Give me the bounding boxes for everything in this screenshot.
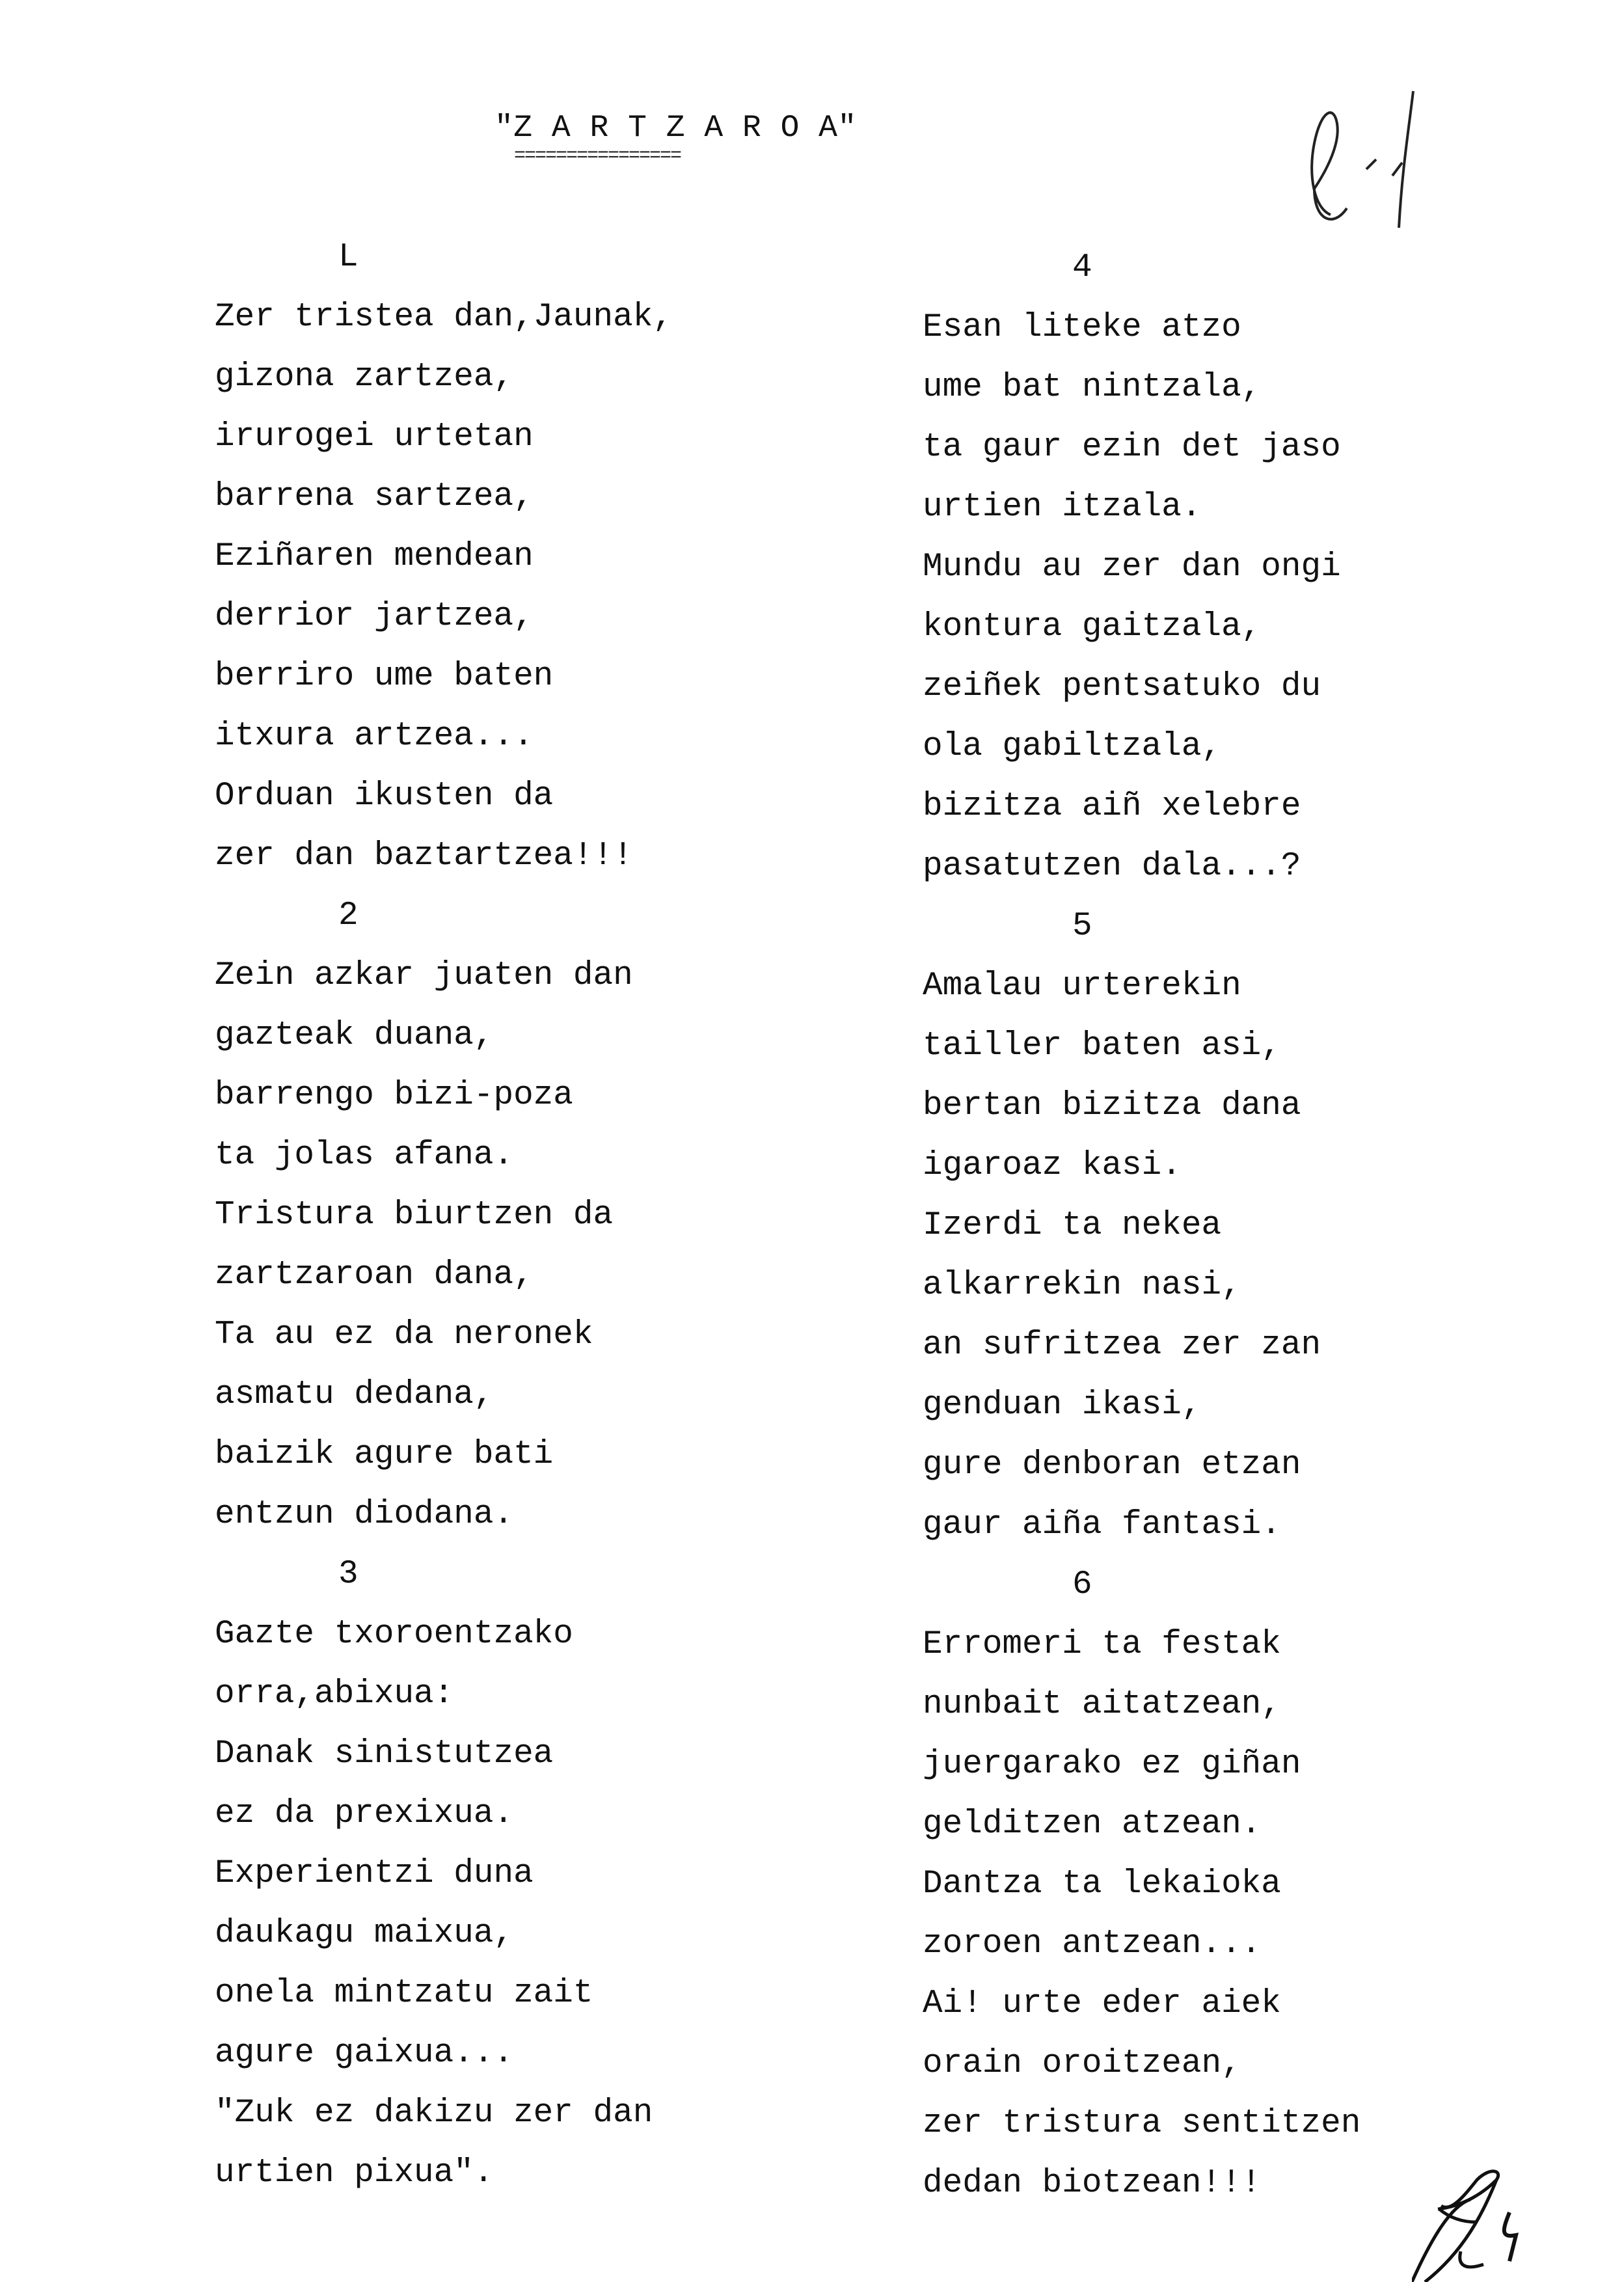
verse-line: juergarako ez giñan — [923, 1746, 1301, 1783]
verse-line: zoroen antzean... — [923, 1925, 1262, 1963]
verse-line: Izerdi ta nekea — [923, 1207, 1222, 1244]
stanza-number: 4 — [1072, 249, 1092, 286]
verse-line: gazteak duana, — [215, 1017, 494, 1054]
verse-line: Dantza ta lekaioka — [923, 1866, 1281, 1903]
verse-line: ta gaur ezin det jaso — [923, 429, 1341, 466]
poem-title: "Z A R T Z A R O A" — [494, 111, 857, 146]
verse-line: barrengo bizi-poza — [215, 1077, 573, 1114]
verse-line: Ta au ez da neronek — [215, 1316, 593, 1353]
verse-line: zartzaroan dana, — [215, 1256, 534, 1294]
verse-line: Mundu au zer dan ongi — [923, 549, 1341, 586]
verse-line: gizona zartzea, — [215, 359, 514, 396]
verse-line: gaur aiña fantasi. — [923, 1506, 1281, 1543]
verse-line: entzun diodana. — [215, 1496, 514, 1533]
verse-line: Gazte txoroentzako — [215, 1616, 573, 1653]
verse-line: itxura artzea... — [215, 718, 534, 755]
stanza-number: L — [338, 239, 359, 276]
verse-line: bertan bizitza dana — [923, 1087, 1301, 1124]
right-column — [923, 238, 1360, 2214]
verse-line: zeiñek pentsatuko du — [923, 668, 1321, 705]
verse-line: an sufritzea zer zan — [923, 1327, 1321, 1364]
verse-line: onela mintzatu zait — [215, 1975, 593, 2012]
stanza-number: 2 — [338, 897, 359, 934]
verse-line: gure denboran etzan — [923, 1447, 1301, 1484]
verse-line: pasatutzen dala...? — [923, 848, 1301, 885]
stanza-number: 5 — [1072, 908, 1092, 945]
verse-line: tailler baten asi, — [923, 1027, 1281, 1065]
verse-line: alkarrekin nasi, — [923, 1267, 1241, 1304]
verse-line: ume bat nintzala, — [923, 369, 1262, 406]
verse-line: Experientzi duna — [215, 1855, 534, 1892]
verse-line: ola gabiltzala, — [923, 728, 1222, 765]
verse-line: bizitza aiñ xelebre — [923, 788, 1301, 825]
verse-line: orain oroitzean, — [923, 2045, 1241, 2082]
verse-line: Erromeri ta festak — [923, 1626, 1281, 1663]
verse-line: urtien itzala. — [923, 489, 1202, 526]
left-column — [215, 228, 673, 2203]
verse-line: Amalau urterekin — [923, 968, 1241, 1005]
verse-line: genduan ikasi, — [923, 1387, 1202, 1424]
stanza-number: 3 — [338, 1556, 359, 1593]
verse-line: barrena sartzea, — [215, 478, 534, 515]
verse-line: baizik agure bati — [215, 1436, 554, 1473]
verse-line: ez da prexixua. — [215, 1795, 514, 1832]
verse-line: daukagu maixua, — [215, 1915, 514, 1952]
verse-line: ta jolas afana. — [215, 1137, 514, 1174]
verse-line: Tristura biurtzen da — [215, 1197, 614, 1234]
verse-line: zer dan baztartzea!!! — [215, 837, 633, 875]
verse-line: Zer tristea dan,Jaunak, — [215, 299, 673, 336]
verse-line: urtien pixua". — [215, 2154, 494, 2192]
verse-line: Zein azkar juaten dan — [215, 957, 633, 994]
verse-line: zer tristura sentitzen — [923, 2105, 1361, 2142]
signature-initials — [1412, 2167, 1568, 2282]
handwritten-e-1-mark — [1269, 78, 1490, 234]
verse-line: orra,abixua: — [215, 1676, 454, 1713]
verse-line: derrior jartzea, — [215, 598, 534, 635]
verse-line: Orduan ikusten da — [215, 778, 554, 815]
verse-line: kontura gaitzala, — [923, 608, 1262, 645]
verse-line: nunbait aitatzean, — [923, 1686, 1281, 1723]
verse-line: berriro ume baten — [215, 658, 554, 695]
stanza-number: 6 — [1072, 1566, 1092, 1603]
verse-line: Danak sinistutzea — [215, 1735, 554, 1773]
verse-line: Ai! urte eder aiek — [923, 1985, 1281, 2022]
title-double-underline: ================ — [514, 145, 681, 167]
verse-line: igaroaz kasi. — [923, 1147, 1182, 1184]
verse-line: agure gaixua... — [215, 2035, 514, 2072]
verse-line: dedan biotzean!!! — [923, 2165, 1262, 2202]
verse-line: irurogei urtetan — [215, 418, 534, 455]
verse-line: asmatu dedana, — [215, 1376, 494, 1413]
verse-line: gelditzen atzean. — [923, 1806, 1262, 1843]
verse-line: "Zuk ez dakizu zer dan — [215, 2095, 653, 2132]
verse-line: Esan liteke atzo — [923, 309, 1241, 346]
verse-line: Eziñaren mendean — [215, 538, 534, 575]
